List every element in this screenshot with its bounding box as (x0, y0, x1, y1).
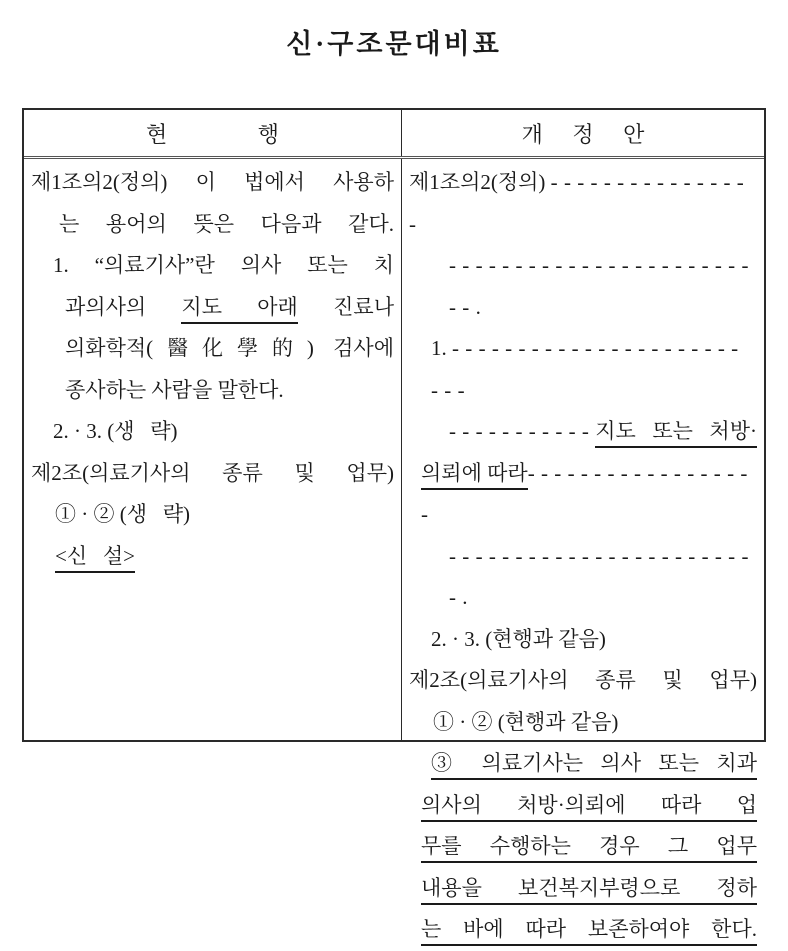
dash-run: ------------------------- (449, 253, 755, 319)
comparison-table (22, 108, 766, 941)
text-line (409, 868, 757, 910)
text-line (409, 743, 757, 785)
header-cell-amendment: 개 정 안 (521, 121, 645, 147)
text-line (31, 328, 394, 370)
text-line (409, 162, 757, 245)
text-line (31, 536, 394, 578)
text-line (31, 411, 394, 453)
header-cell-current: 현 행 (24, 110, 402, 156)
text-line (409, 660, 757, 702)
text-line (409, 536, 757, 619)
underlined-text: <신 설> (55, 544, 135, 573)
dash-run: ------------------ (421, 460, 754, 526)
text-segment: 제1조의2(정의) 이 법에서 사용하 (31, 170, 394, 194)
document-title: 신·구조문대비표 (286, 29, 502, 59)
text-line (409, 702, 757, 744)
text-segment: 1. “의료기사”란 의사 또는 치 (53, 253, 394, 277)
text-segment: 제2조(의료기사의 종류 및 업무) (409, 668, 757, 692)
dash-run: ---------------- (409, 170, 751, 236)
table-body-row (24, 159, 764, 941)
text-line (409, 785, 757, 827)
amendment-column-cell (402, 159, 764, 941)
text-segment: 2. · 3. (현행과 같음) (431, 626, 606, 651)
underlined-text: 의사의 처방·의뢰에 따라 업 (421, 793, 757, 822)
dash-run: ------------------------ (449, 543, 755, 609)
text-segment: . (462, 585, 468, 609)
text-line (409, 328, 757, 411)
text-line (409, 411, 757, 453)
text-line (409, 619, 757, 661)
text-line (31, 494, 394, 536)
underlined-text: 의뢰에 따라 (421, 461, 528, 490)
text-segment: 2. · 3. (생 략) (53, 419, 178, 443)
underlined-text: 내용을 보건복지부령으로 정하 (421, 876, 757, 905)
underlined-text: 지도 아래 (181, 295, 297, 324)
text-line (409, 245, 757, 328)
text-segment: 종사하는 사람을 말한다. (65, 377, 284, 402)
text-segment: 제2조(의료기사의 종류 및 업무) (31, 460, 394, 485)
text-segment: 과의사의 (65, 294, 182, 319)
text-line (31, 245, 394, 287)
text-segment: . (475, 294, 481, 319)
dash-run: ----------- (449, 419, 596, 443)
underlined-text: 무를 수행하는 경우 그 업무 (421, 834, 757, 863)
text-line (31, 453, 394, 495)
text-line (31, 204, 394, 246)
table-header-row (24, 110, 764, 159)
dash-run: ------------------------- (431, 336, 745, 402)
text-segment: 1. (431, 336, 452, 360)
underlined-text: 는 바에 따라 보존하여야 한다. (421, 917, 757, 946)
text-line (31, 370, 394, 412)
text-line (31, 287, 394, 329)
underlined-text: ③ 의료기사는 의사 또는 치과 (431, 751, 757, 780)
underlined-text: 지도 또는 처방· (595, 419, 757, 448)
text-segment: 는 용어의 뜻은 다음과 같다. (59, 211, 394, 236)
current-column-cell (24, 159, 402, 740)
text-line (409, 826, 757, 868)
text-line (409, 909, 757, 951)
text-line (31, 162, 394, 204)
text-segment: ① · ② (생 략) (55, 502, 191, 526)
text-segment: ① · ② (현행과 같음) (433, 709, 619, 734)
text-segment: 진료나 (297, 294, 394, 319)
text-segment: 의화학적(醫化學的) 검사에 (65, 336, 394, 360)
text-segment: 제1조의2(정의) (409, 170, 551, 194)
text-line (409, 453, 757, 536)
